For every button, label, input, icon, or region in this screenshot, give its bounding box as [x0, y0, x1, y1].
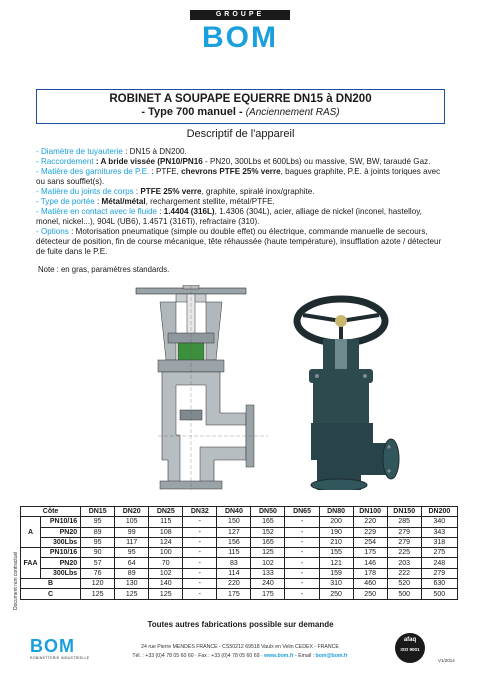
- table-cell: 95: [81, 537, 115, 547]
- col-header: DN80: [319, 507, 353, 517]
- table-cell: 254: [353, 537, 387, 547]
- table-cell: 275: [421, 548, 457, 558]
- table-cell: 95: [115, 548, 149, 558]
- table-cell: 124: [149, 537, 183, 547]
- product-former-name: (Anciennement RAS): [245, 107, 340, 118]
- table-cell: 83: [217, 558, 251, 568]
- table-cell: 70: [149, 558, 183, 568]
- document-reference: V1/2014: [438, 658, 455, 663]
- table-cell: 121: [319, 558, 353, 568]
- feature-connection: - Raccordement : A bride vissée (PN10/PN16 - PN20, 300Lbs et 600Lbs) ou massive, SW, BW, taraudé Gaz.: [36, 157, 431, 166]
- col-header: DN15: [81, 507, 115, 517]
- col-header: DN20: [115, 507, 149, 517]
- table-cell: 175: [353, 548, 387, 558]
- features-list: [36, 147, 446, 257]
- table-row: [21, 537, 458, 547]
- table-cell: 95: [81, 517, 115, 527]
- table-cell: 165: [251, 537, 285, 547]
- feature-seat-type: - Type de portée : Métal/métal, rechargement stellite, métal/PTFE.: [36, 197, 275, 206]
- afaq-certification-badge: afaq ISO 9001: [395, 633, 425, 663]
- table-cell: 114: [217, 568, 251, 578]
- table-cell: 279: [421, 568, 457, 578]
- table-cell: 178: [353, 568, 387, 578]
- table-cell: 220: [353, 517, 387, 527]
- table-cell: 64: [115, 558, 149, 568]
- table-cell: 175: [251, 589, 285, 599]
- table-row: [21, 589, 458, 599]
- table-cell: 89: [115, 568, 149, 578]
- row-label: PN20: [41, 558, 81, 568]
- table-cell: 125: [149, 589, 183, 599]
- table-cell: 89: [81, 527, 115, 537]
- table-cell: 630: [421, 579, 457, 589]
- table-cell: 102: [149, 568, 183, 578]
- feature-options: - Options : Motorisation pneumatique (simple ou double effet) ou électrique, commande manuelle de secours, détecteur de position, fin de course mécanique, tête réhaussée (haute température), insufflation azote / détecteur de fuite dans le P.E.: [36, 227, 442, 256]
- table-cell: -: [285, 579, 319, 589]
- table-cell: 105: [115, 517, 149, 527]
- feature-diameter: - Diamètre de tuyauterie : DN15 à DN200.: [36, 147, 187, 156]
- table-cell: 318: [421, 537, 457, 547]
- col-header: DN100: [353, 507, 387, 517]
- table-cell: -: [285, 537, 319, 547]
- row-label: 300Lbs: [41, 568, 81, 578]
- row-label: C: [21, 589, 81, 599]
- valve-cutaway-drawing: [118, 285, 268, 490]
- table-row: [21, 517, 458, 527]
- table-cell: 133: [251, 568, 285, 578]
- table-cell: 222: [387, 568, 421, 578]
- col-header: DN25: [149, 507, 183, 517]
- table-cell: 125: [251, 548, 285, 558]
- table-cell: -: [285, 548, 319, 558]
- row-group-label: FAA: [21, 548, 41, 579]
- table-cell: 125: [115, 589, 149, 599]
- row-label: PN10/16: [41, 548, 81, 558]
- table-cell: 108: [149, 527, 183, 537]
- table-cell: 250: [353, 589, 387, 599]
- table-cell: -: [183, 579, 217, 589]
- table-cell: 340: [421, 517, 457, 527]
- table-cell: 250: [319, 589, 353, 599]
- groupe-label: GROUPE: [190, 10, 290, 20]
- table-cell: -: [183, 537, 217, 547]
- table-cell: 155: [319, 548, 353, 558]
- note: Note : en gras, paramètres standards.: [38, 265, 170, 274]
- table-cell: 150: [217, 517, 251, 527]
- table-cell: 156: [217, 537, 251, 547]
- table-cell: -: [285, 589, 319, 599]
- website-link[interactable]: www.bom.fr: [264, 653, 294, 659]
- footer-note: Toutes autres fabrications possible sur demande: [147, 620, 334, 629]
- table-cell: 310: [319, 579, 353, 589]
- table-cell: 248: [421, 558, 457, 568]
- table-cell: 175: [217, 589, 251, 599]
- table-cell: 190: [319, 527, 353, 537]
- table-cell: 343: [421, 527, 457, 537]
- table-cell: 225: [387, 548, 421, 558]
- table-cell: 210: [319, 537, 353, 547]
- row-label: 300Lbs: [41, 537, 81, 547]
- table-cell: 140: [149, 579, 183, 589]
- table-cell: -: [285, 568, 319, 578]
- table-row: [21, 558, 458, 568]
- table-row: [21, 527, 458, 537]
- table-cell: 460: [353, 579, 387, 589]
- disclaimer-vertical: Document non contractuel: [13, 551, 19, 610]
- feature-body-gasket: - Matière du joints de corps : PTFE 25% verre, graphite, spiralé inox/graphite.: [36, 187, 315, 196]
- table-cell: 127: [217, 527, 251, 537]
- table-cell: 203: [387, 558, 421, 568]
- table-cell: 229: [353, 527, 387, 537]
- table-cell: 115: [217, 548, 251, 558]
- table-cell: 159: [319, 568, 353, 578]
- product-type: - Type 700 manuel -: [141, 106, 243, 118]
- row-label: PN10/16: [41, 517, 81, 527]
- table-cell: -: [183, 517, 217, 527]
- table-cell: 76: [81, 568, 115, 578]
- bom-wordmark-small: BOM: [30, 636, 75, 656]
- row-group-label: A: [21, 517, 41, 548]
- table-cell: -: [183, 527, 217, 537]
- valve-photo: [283, 295, 401, 490]
- row-label: PN20: [41, 527, 81, 537]
- table-cell: 102: [251, 558, 285, 568]
- col-header: DN50: [251, 507, 285, 517]
- table-header-row: [21, 507, 458, 517]
- feature-wetted-material: - Matière en contact avec le fluide : 1.4404 (316L), 1.4306 (304L), acier, alliage de nickel (inconel, hastelloy, monel, nickel...), 904L (UB6), 1.4571 (316Ti), refractaire (310).: [36, 207, 422, 226]
- col-header: DN40: [217, 507, 251, 517]
- product-subtitle: [37, 106, 444, 118]
- table-cell: 120: [81, 579, 115, 589]
- bom-logo-footer: [30, 636, 102, 666]
- table-cell: -: [285, 517, 319, 527]
- table-row: [21, 579, 458, 589]
- product-title: ROBINET A SOUPAPE EQUERRE DN15 à DN200: [109, 93, 372, 105]
- table-cell: 500: [387, 589, 421, 599]
- table-cell: 200: [319, 517, 353, 527]
- col-header: DN32: [183, 507, 217, 517]
- table-cell: -: [183, 558, 217, 568]
- feature-packing: - Matière des garnitures de P.E. : PTFE, chevrons PTFE 25% verre, bagues graphite, P.E. à joints toriques avec ou sans soufflet(s).: [36, 167, 441, 186]
- table-cell: -: [183, 568, 217, 578]
- description-heading: Descriptif de l'appareil: [186, 128, 295, 140]
- table-cell: 152: [251, 527, 285, 537]
- table-cell: -: [183, 548, 217, 558]
- table-cell: 279: [387, 537, 421, 547]
- bom-tagline: ROBINETTERIE INDUSTRIELLE: [30, 656, 90, 660]
- table-row: [21, 568, 458, 578]
- col-header: Côte: [21, 507, 81, 517]
- table-cell: 220: [217, 579, 251, 589]
- table-cell: 146: [353, 558, 387, 568]
- email-link[interactable]: bom@bom.fr: [315, 653, 348, 659]
- table-cell: 279: [387, 527, 421, 537]
- table-cell: -: [183, 589, 217, 599]
- bom-wordmark: BOM: [202, 21, 278, 54]
- row-label: B: [21, 579, 81, 589]
- table-cell: 165: [251, 517, 285, 527]
- table-cell: -: [285, 558, 319, 568]
- table-cell: 500: [421, 589, 457, 599]
- table-cell: 100: [149, 548, 183, 558]
- contact-line: Tél. : +33 (0)4 78 05 60 60 · Fax : +33 (0)4 78 05 60 69 · www.bom.fr - Email : bom@bom.fr: [132, 653, 348, 659]
- table-cell: -: [285, 527, 319, 537]
- col-header: DN65: [285, 507, 319, 517]
- table-cell: 99: [115, 527, 149, 537]
- address-line: 24 rue Pierre MENDES FRANCE - CS50212 69518 Vaulx en Velin CEDEX - FRANCE: [141, 644, 339, 650]
- table-cell: 520: [387, 579, 421, 589]
- table-cell: 130: [115, 579, 149, 589]
- company-address: [110, 643, 370, 661]
- bom-logo: [190, 10, 290, 58]
- table-cell: 117: [115, 537, 149, 547]
- table-cell: 240: [251, 579, 285, 589]
- table-cell: 57: [81, 558, 115, 568]
- table-cell: 90: [81, 548, 115, 558]
- title-box: [36, 89, 445, 124]
- table-row: [21, 548, 458, 558]
- table-cell: 115: [149, 517, 183, 527]
- table-cell: 285: [387, 517, 421, 527]
- table-cell: 125: [81, 589, 115, 599]
- col-header: DN200: [421, 507, 457, 517]
- dimensions-table: [20, 506, 458, 600]
- col-header: DN150: [387, 507, 421, 517]
